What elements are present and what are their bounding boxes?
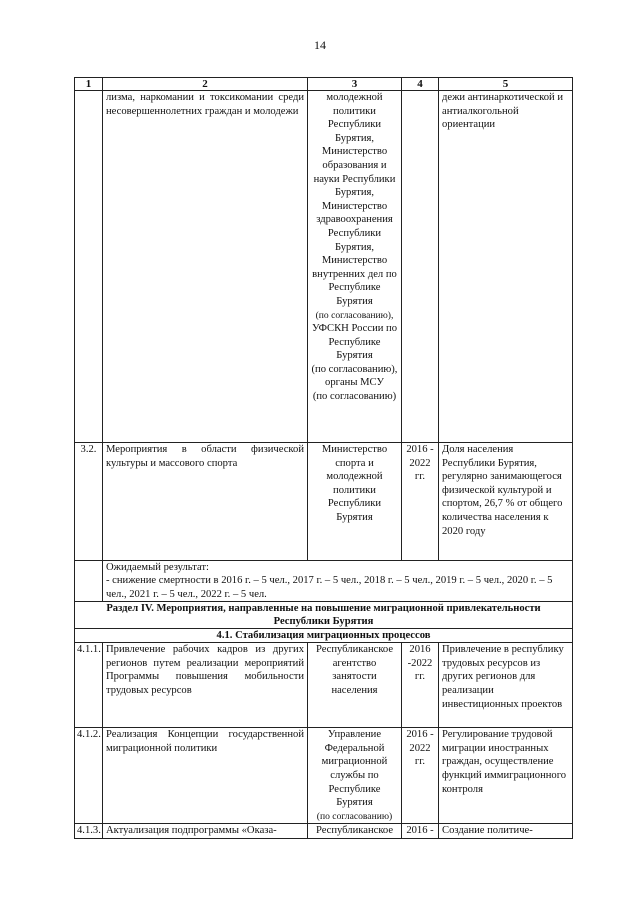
subsection-row — [75, 629, 573, 643]
col-header-5: 5 — [439, 78, 573, 91]
measure-name: лизма, наркомании и токсикомании среди несовершеннолетних граждан и молодежи — [103, 91, 308, 443]
result-cell: Создание политиче- — [439, 824, 573, 839]
executor-line: Республиканское агентство занятости населения — [315, 644, 394, 696]
page-number: 14 — [314, 38, 326, 52]
header-row — [75, 78, 573, 91]
executor-line: Министерство здравоохранения Республики Бурятия, — [316, 200, 393, 253]
table-row — [75, 728, 573, 824]
executors-cell — [308, 643, 402, 728]
executors-cell — [308, 728, 402, 824]
executor-line: (по согласованию), — [315, 309, 394, 321]
expected-result-row — [75, 561, 573, 602]
executors-cell — [308, 824, 402, 839]
executor-line: (по согласованию) — [312, 391, 397, 403]
table-row — [75, 91, 573, 443]
executor-line: Министерство спорта и молодежной политики Республики Бурятия — [321, 444, 388, 523]
section-row — [75, 602, 573, 629]
row-number: 3.2. — [75, 443, 103, 561]
table-row — [75, 824, 573, 839]
row-number — [75, 91, 103, 443]
executors-cell — [308, 91, 402, 443]
section-title: Раздел IV. Мероприятия, направленные на повышение миграционной привлекательности Республики Бурятия — [75, 602, 573, 629]
result-cell: Регулирование трудовой миграции иностранных граждан, осуществление функций иммиграционного контроля — [439, 728, 573, 824]
executor-line: (по согласованию), — [311, 363, 398, 375]
col-header-4: 4 — [402, 78, 439, 91]
executor-line: Министерство образования и науки Республики Бурятия, — [313, 146, 396, 199]
period-cell: 2016 - 2022 гг. — [402, 728, 439, 824]
executor-line: молодежной политики Республики Бурятия, — [326, 92, 383, 144]
measures-table — [74, 77, 573, 839]
row-number: 4.1.3. — [75, 824, 103, 839]
result-cell: Доля населения Республики Бурятия, регулярно занимающегося физической культурой и спортом, 26,7 % от общего количества населения к 2020 году — [439, 443, 573, 561]
table-row — [75, 643, 573, 728]
period-cell: 2016 - — [402, 824, 439, 839]
period-cell: 2016 - 2022 гг. — [402, 443, 439, 561]
row-number: 4.1.2. — [75, 728, 103, 824]
executor-line: УФСКН России по Республике Бурятия — [311, 323, 398, 362]
expected-result-text: - снижение смертности в 2016 г. – 5 чел., 2017 г. – 5 чел., 2018 г. – 5 чел., 2019 г. – 5 чел., 2020 г. – 5 чел., 2021 г. – 5 чел., 2022 г. – 5 чел. — [106, 575, 553, 600]
row-number: 4.1.1. — [75, 643, 103, 728]
subsection-title: 4.1. Стабилизация миграционных процессов — [75, 629, 573, 643]
measure-name: Реализация Концепции государственной миграционной политики — [103, 728, 308, 824]
executors-cell — [308, 443, 402, 561]
col-header-3: 3 — [308, 78, 402, 91]
result-cell: дежи антинаркотической и антиалкогольной ориентации — [439, 91, 573, 443]
executor-line: (по согласованию) — [316, 810, 393, 822]
table-row — [75, 443, 573, 561]
expected-result-label: Ожидаемый результат: — [106, 562, 209, 573]
col-header-1: 1 — [75, 78, 103, 91]
col-header-2: 2 — [103, 78, 308, 91]
executor-line: Министерство внутренних дел по Республике Бурятия — [312, 255, 397, 307]
period-cell: 2016 -2022 гг. — [402, 643, 439, 728]
executor-line: Республиканское — [315, 825, 394, 837]
measure-name: Мероприятия в области физической культуры и массового спорта — [103, 443, 308, 561]
measure-name: Привлечение рабочих кадров из других регионов путем реализации мероприятий Программы повышения мобильности трудовых ресурсов — [103, 643, 308, 728]
period-cell — [402, 91, 439, 443]
measure-name: Актуализация подпрограммы «Оказа- — [103, 824, 308, 839]
expected-result-cell — [103, 561, 573, 602]
executor-line: органы МСУ — [325, 377, 384, 389]
result-cell: Привлечение в республику трудовых ресурсов из других регионов для реализации инвестиционных проектов — [439, 643, 573, 728]
executor-line: Управление Федеральной миграционной службы по Республике Бурятия — [321, 729, 388, 809]
